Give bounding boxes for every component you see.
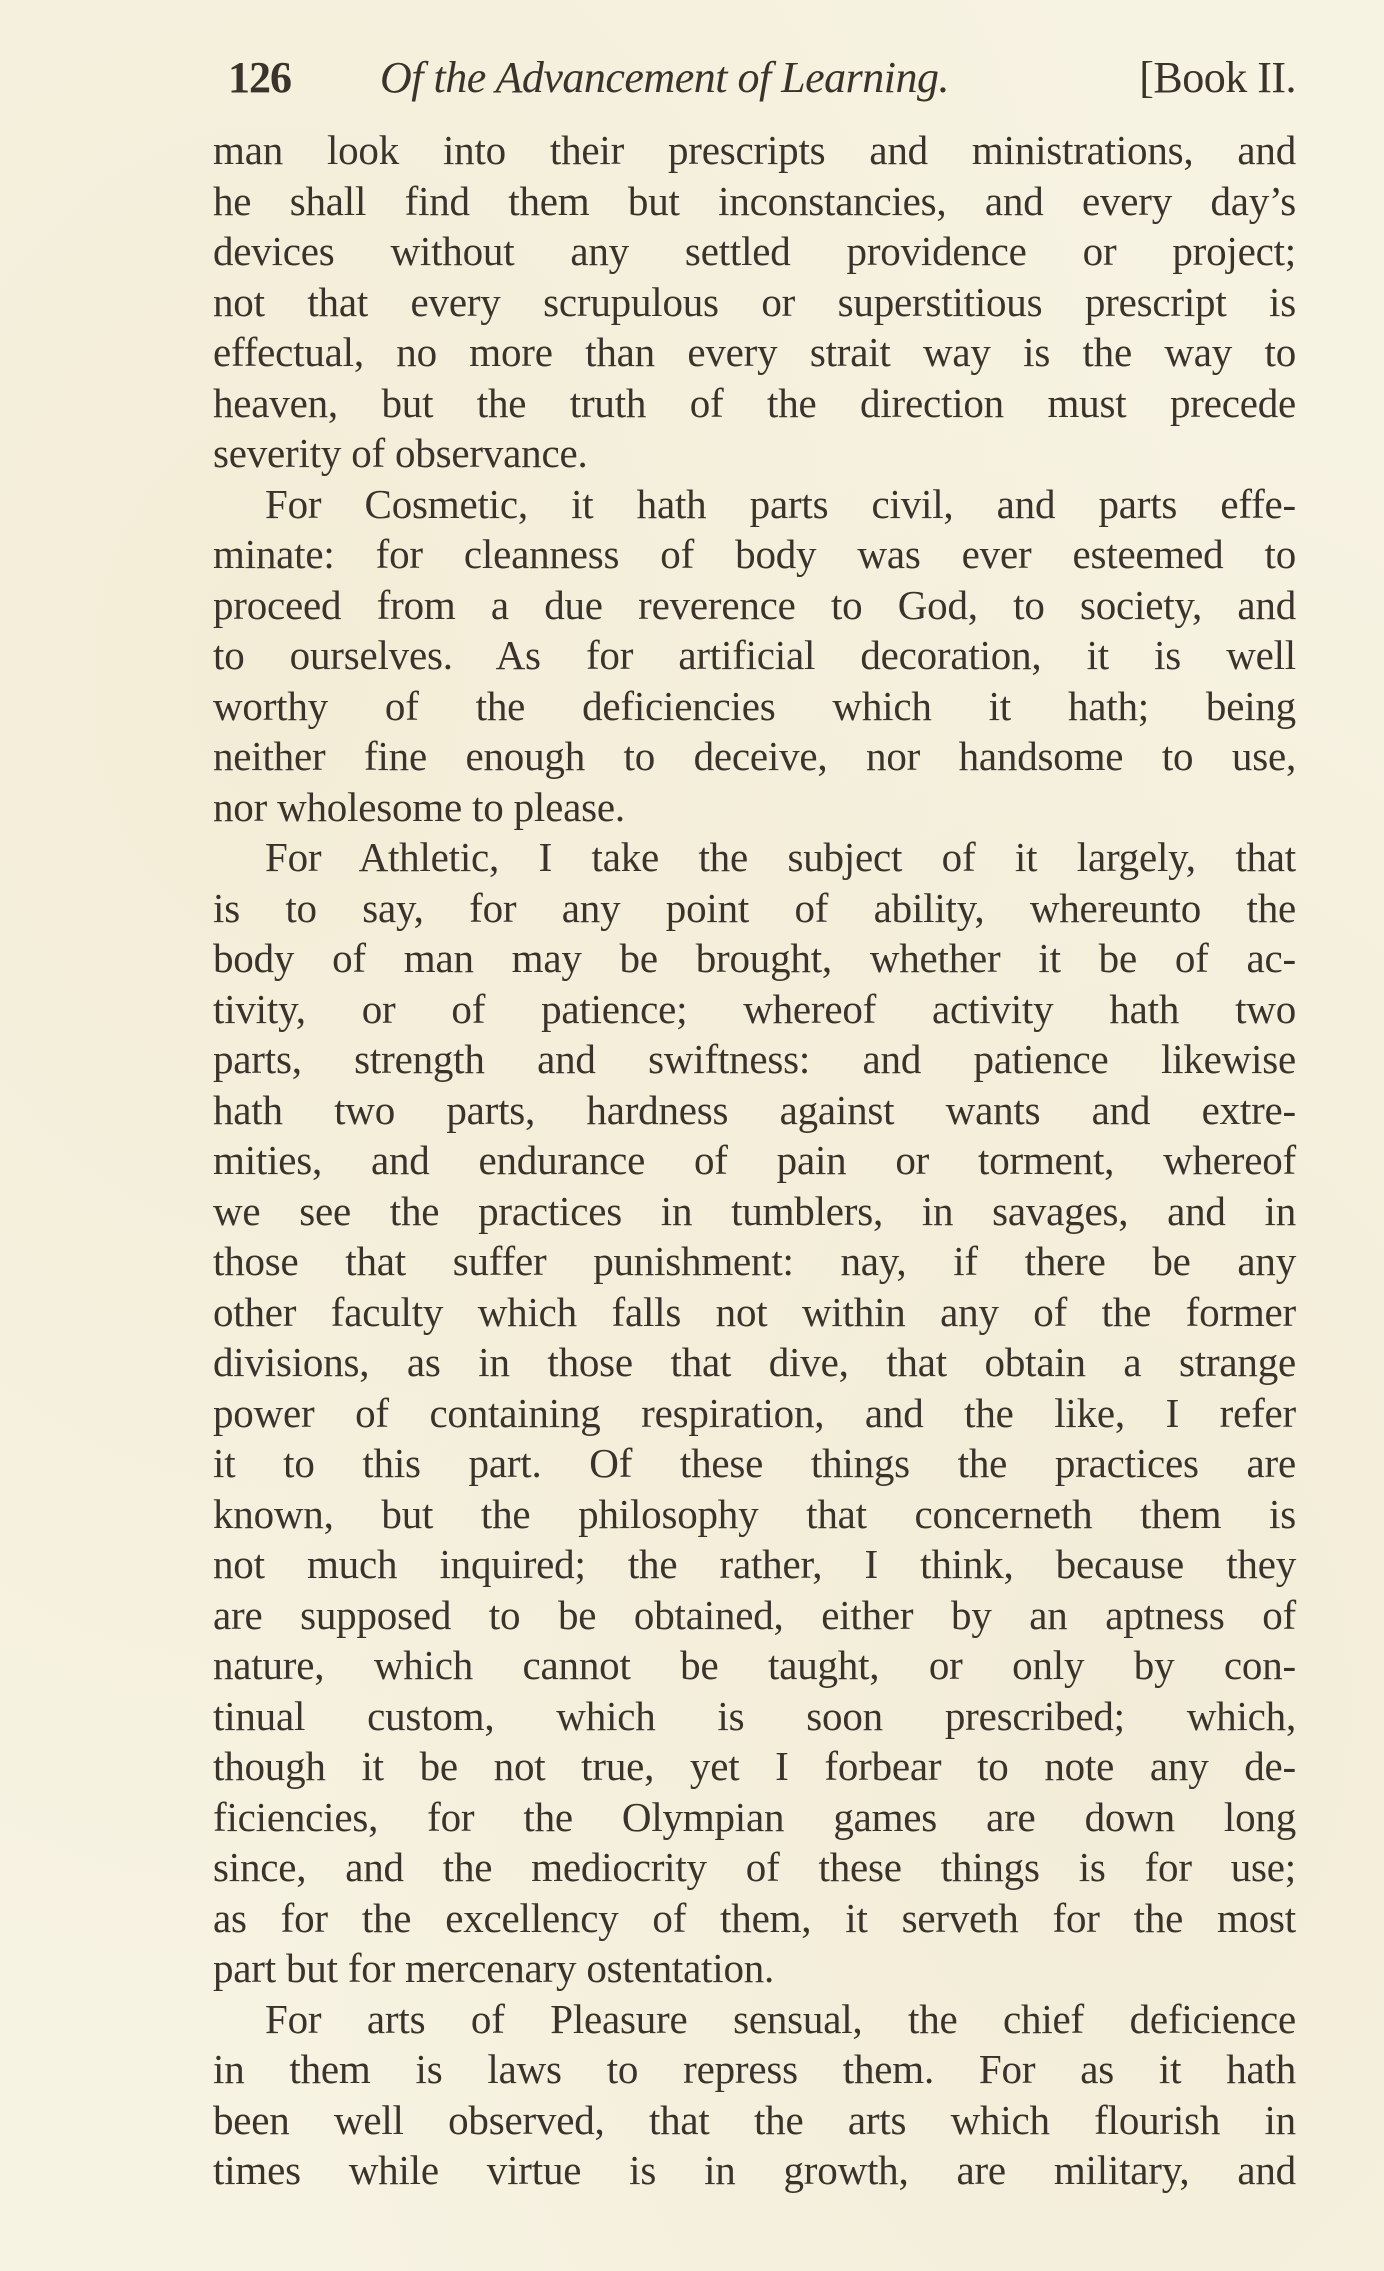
book-reference: [Book II. xyxy=(1139,53,1296,102)
text-line: times while virtue is in growth, are military, and xyxy=(213,2147,1296,2193)
text-line: proceed from a due reverence to God, to society, and xyxy=(213,581,1296,628)
text-line: not much inquired; the rather, I think, because they xyxy=(213,1541,1296,1587)
text-line: other faculty which falls not within any of the former xyxy=(213,1288,1296,1335)
text-line: power of containing respiration, and the like, I refer xyxy=(213,1389,1296,1436)
text-line: heaven, but the truth of the direction must precede xyxy=(213,379,1296,426)
text-line: to ourselves. As for artificial decoration, it is well xyxy=(213,632,1296,678)
running-head xyxy=(228,52,1296,104)
text-line: part but for mercenary ostentation. xyxy=(213,1945,775,1991)
text-line: in them is laws to repress them. For as it hath xyxy=(213,2046,1296,2092)
text-line: nature, which cannot be taught, or only by con- xyxy=(213,1642,1296,1688)
text-line: as for the excellency of them, it serveth for the most xyxy=(213,1894,1296,1941)
text-line: we see the practices in tumblers, in savages, and in xyxy=(213,1187,1296,1234)
text-line: minate: for cleanness of body was ever esteemed to xyxy=(213,531,1296,577)
text-line: known, but the philosophy that concerneth them is xyxy=(213,1490,1296,1537)
text-line: worthy of the deficiencies which it hath; being xyxy=(213,682,1296,729)
text-line: ficiencies, for the Olympian games are down long xyxy=(213,1793,1296,1840)
text-line: neither fine enough to deceive, nor handsome to use, xyxy=(213,733,1296,779)
text-line: though it be not true, yet I forbear to note any de- xyxy=(213,1743,1296,1789)
running-title: Of the Advancement of Learning. xyxy=(380,53,950,102)
text-line: divisions, as in those that dive, that obtain a strange xyxy=(213,1339,1296,1385)
body-text xyxy=(213,125,1296,2196)
paragraph-first-line: For arts of Pleasure sensual, the chief deficience xyxy=(265,1995,1296,2042)
paragraph-first-line: For Athletic, I take the subject of it largely, that xyxy=(265,834,1296,880)
text-line: man look into their prescripts and ministrations, and xyxy=(213,127,1296,173)
text-line: effectual, no more than every strait way is the way to xyxy=(213,329,1296,375)
text-line: nor wholesome to please. xyxy=(213,783,625,830)
text-line: those that suffer punishment: nay, if there be any xyxy=(213,1238,1296,1284)
text-line: tivity, or of patience; whereof activity hath two xyxy=(213,985,1296,1032)
text-line: tinual custom, which is soon prescribed; which, xyxy=(213,1692,1296,1739)
text-line: hath two parts, hardness against wants and extre- xyxy=(213,1086,1296,1133)
text-line: is to say, for any point of ability, whereunto the xyxy=(213,884,1296,931)
text-line: been well observed, that the arts which flourish in xyxy=(213,2096,1296,2143)
text-line: parts, strength and swiftness: and patience likewise xyxy=(213,1036,1296,1082)
text-line: mities, and endurance of pain or torment, whereof xyxy=(213,1137,1296,1183)
text-line: are supposed to be obtained, either by an aptness of xyxy=(213,1591,1296,1638)
text-line: since, and the mediocrity of these things is for use; xyxy=(213,1844,1296,1890)
text-line: devices without any settled providence or project; xyxy=(213,228,1296,274)
paragraph-first-line: For Cosmetic, it hath parts civil, and parts effe- xyxy=(265,480,1296,527)
page-number: 126 xyxy=(228,53,291,102)
text-line: he shall find them but inconstancies, and every day’s xyxy=(213,177,1296,224)
text-line: not that every scrupulous or superstitious prescript is xyxy=(213,278,1296,325)
text-line: body of man may be brought, whether it be of ac- xyxy=(213,935,1296,981)
text-line: severity of observance. xyxy=(213,430,588,476)
text-line: it to this part. Of these things the practices are xyxy=(213,1440,1296,1486)
